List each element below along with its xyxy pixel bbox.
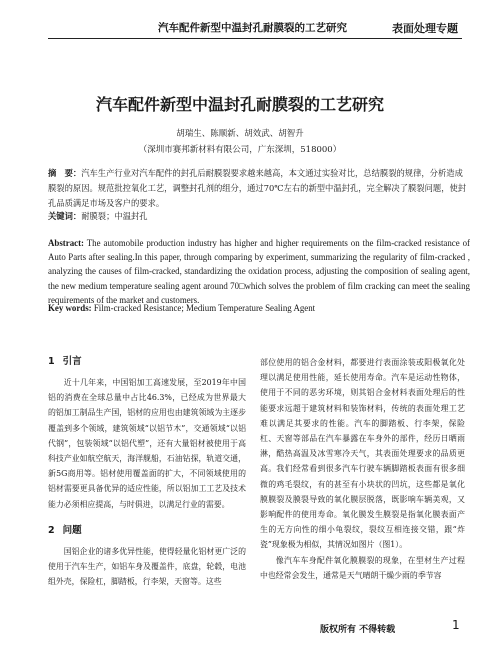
keywords-cn-text: 耐膜裂；中温封孔	[81, 211, 148, 221]
running-header	[48, 18, 462, 39]
body-paragraph: 部位使用的铝合金材料，都要进行表面涂装或阳极氧化处理以满足使用性能，延长使用寿命。汽车是运动性物体，使用于不同的恶劣环境，则其铝合金材料表面处理后的性能要求远超于建筑材料和装饰材料，传统的表面处理工艺难以满足其要求的性能。汽车的脚踏板、行李架，保险杠、天窗等部品在汽车暴露在车身外的部件，经历日晒雨淋，酷热高温及冰雪寒冷天气，其表面处理要求的品质更高。我们经常看到很多汽车行驶车辆脚踏板表面有很多细微的鸡毛裂纹，有的甚至有小块状的凹坑，这些都是氧化膜膜裂及膜裂导致的氧化膜层脱落，既影响车辆美观，又影响配件的使用寿命。氧化膜发生膜裂是指氧化膜表面产生的无方向性的细小龟裂纹，裂纹互相连接交错，跟“炸瓷”现象极为相似，其情况如图片（图1）。	[260, 358, 465, 550]
keywords-en-label: Key words:	[48, 303, 92, 313]
page-number: 1	[452, 618, 460, 632]
authors: 胡瑞生、陈顺新、胡效武、胡智升	[176, 129, 304, 139]
copyright-notice: 版权所有 不得转载	[320, 625, 396, 635]
right-column	[260, 355, 465, 583]
keywords-en	[48, 303, 470, 313]
section-tag: 表面处理专题	[392, 22, 458, 35]
abstract-cn-label: 摘 要：	[48, 168, 82, 178]
problem-paragraph: 国铝企业的诸多优异性能，使得轻量化铝材更广泛的使用于汽车生产，如铝车身及覆盖件，底盘，轮毂，电池组外壳，保险杠，脚踏板，行李架，天窗等。这些	[48, 546, 246, 587]
left-column	[48, 355, 246, 589]
section-title: 问题	[62, 524, 82, 536]
abstract-en	[48, 236, 470, 307]
section-number: 1	[48, 356, 55, 367]
section-title: 引言	[62, 356, 82, 367]
keywords-cn-label: 关键词：	[48, 211, 82, 221]
abstract-cn	[48, 166, 468, 211]
abstract-cn-text: 汽车生产行业对汽车配件的封孔后耐膜裂要求越来越高，本文通过实验对比，总结膜裂的规律，分析造成膜裂的原因。规范批控氧化工艺，调整封孔剂的组分，通过70℃左右的新型中温封孔，完全解决了膜裂问题，使封孔品质满足市场及客户的要求。	[48, 168, 467, 208]
abstract-en-label: Abstract:	[48, 238, 84, 248]
keywords-cn	[48, 210, 468, 222]
abstract-en-text: The automobile production industry has higher and higher requirements on the film-cracked resistance of Auto Parts after sealing.In this paper, through comparing by experiment, summarizing the regularity of film-cracked , analyzing the causes of film-cracked, standardizing the oxidation process, adjusting the composition of sealing agent, the new medium temperature sealing agent around 70□which solves the problem of film cracking can meet the sealing requirements of the market and customers.	[48, 238, 470, 305]
running-title: 汽车配件新型中温封孔耐膜裂的工艺研究	[158, 22, 347, 34]
keywords-en-text: Film-cracked Resistance; Medium Temperature Sealing Agent	[91, 303, 316, 313]
section-heading-intro	[48, 355, 246, 369]
section-number: 2	[48, 524, 55, 536]
section-heading-problem	[48, 524, 246, 538]
article-title: 汽车配件新型中温封孔耐膜裂的工艺研究	[95, 95, 384, 114]
affiliation: （深圳市赛邦新材料有限公司，广东深圳，518000）	[138, 145, 342, 155]
intro-paragraph: 近十几年来，中国铝加工高速发展，至2019年中国铝的消费在全球总量中占比46.3%，已经成为世界最大的铝加工制品生产国，铝材的应用也由建筑领域为主逐步覆盖到多个领域，建筑领域“以铝节木”，交通领域“以铝代钢”，包装领域“以铝代塑”，还有大量铝材被使用于高科技产业如航空航天，海洋舰船，石油钻探，轨道交通，新5G商用等。铝材使用覆盖面的扩大，不同领域使用的铝材需要更具备优异的适应性能，所以铝加工工艺及技术能力必须相应提高，与时俱进，以满足行业的需要。	[48, 378, 246, 509]
body-paragraph: 像汽车车身配件氧化膜膜裂的现象，在型材生产过程中也经常会发生，通常是天气晴朗干燥少雨的季节容	[260, 555, 465, 580]
